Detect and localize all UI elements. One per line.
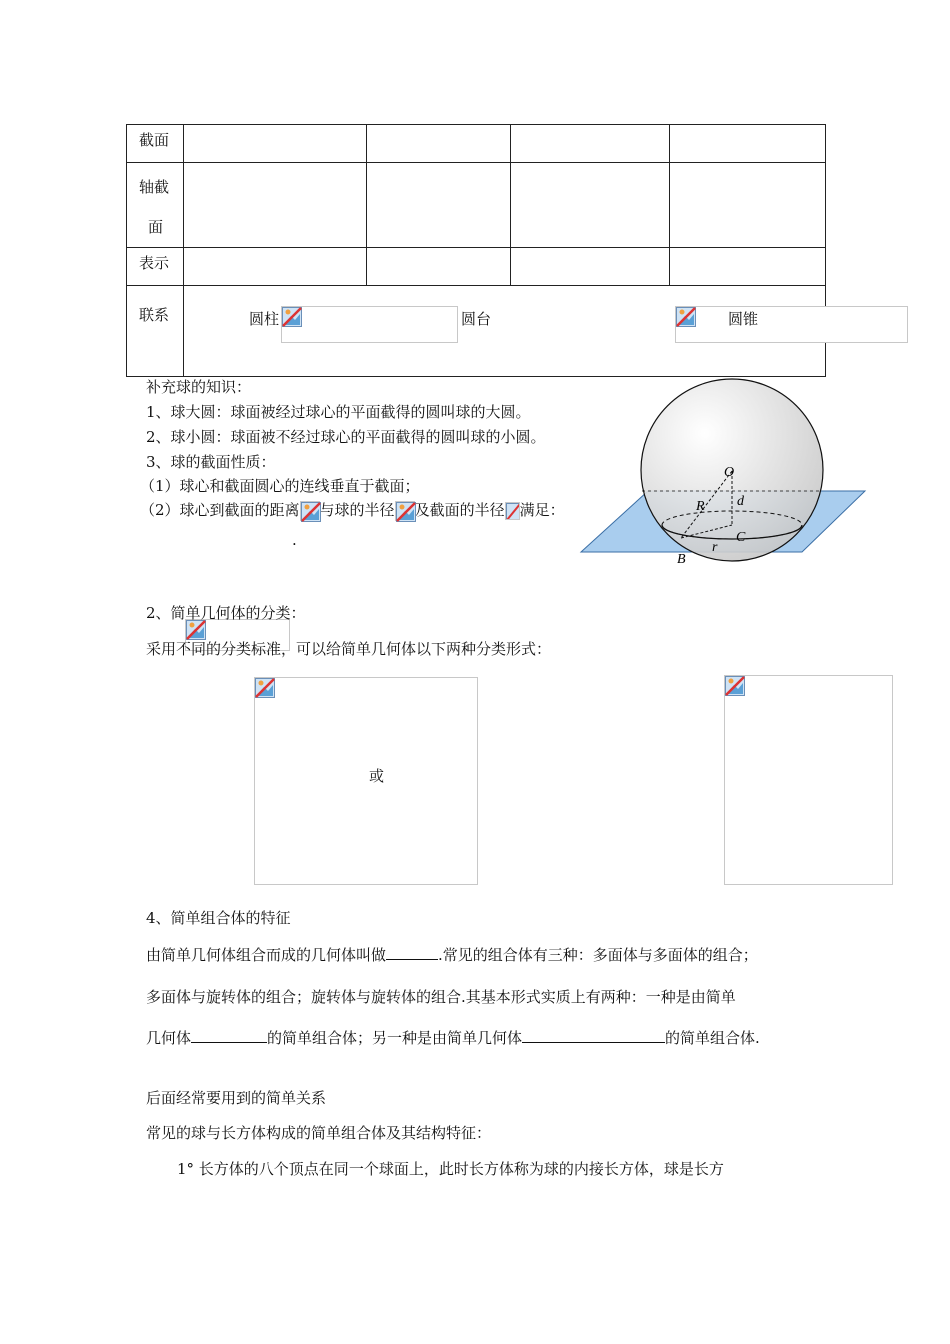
combo-line-1 (146, 944, 758, 965)
table-cell (184, 163, 367, 248)
sphere-property-1: （1）球心和截面圆心的连线垂直于截面； (140, 477, 420, 495)
combo-text: .常见的组合体有三种：多面体与多面体的组合； (438, 946, 758, 964)
sphere-item-great-circle: 1、球大圆：球面被经过球心的平面截得的圆叫球的大圆。 (146, 403, 531, 421)
combo-text: 几何体 (146, 1029, 192, 1047)
table-cell (367, 163, 511, 248)
label-O: O (724, 465, 735, 480)
classify-desc: 采用不同的分类标准，可以给简单几何体以下两种分类形式： (146, 640, 552, 658)
fill-blank (191, 1041, 267, 1043)
row-label-text: 面 (148, 218, 164, 236)
later-heading: 后面经常要用到的简单关系 (146, 1089, 327, 1107)
row-label-text: 截面 (139, 131, 170, 149)
table-cell (511, 248, 670, 286)
prop2-text: （2）球心到截面的距离 (140, 501, 300, 519)
row-label-text: 联系 (139, 306, 170, 324)
table-cell (367, 248, 511, 286)
combo-text: 由简单几何体组合而成的几何体叫做 (146, 946, 387, 964)
sphere-item-section-property: 3、球的截面性质： (146, 453, 276, 471)
label-r: r (712, 540, 718, 555)
classify-heading: 2、简单几何体的分类： (146, 604, 306, 622)
image-placeholder (675, 306, 908, 343)
broken-image-icon (282, 307, 302, 327)
table-cell (511, 125, 670, 163)
broken-image-icon (506, 503, 520, 520)
label-R: R (696, 499, 705, 514)
broken-image-icon (676, 307, 696, 327)
row-label-relation (127, 286, 184, 377)
table-cell (367, 125, 511, 163)
or-text: 或 (369, 767, 385, 785)
comparison-table (126, 124, 826, 377)
table-cell (670, 163, 826, 248)
label-d: d (737, 494, 744, 509)
period: . (292, 531, 297, 549)
later-subheading: 常见的球与长方体构成的简单组合体及其结构特征： (146, 1124, 492, 1142)
prop2-text: 与球的半径 (319, 501, 395, 519)
broken-image-icon (396, 502, 416, 522)
image-placeholder (300, 501, 320, 521)
combo-line-2: 多面体与旋转体的组合；旋转体与旋转体的组合.其基本形式实质上有两种：一种是由简单 (146, 988, 736, 1006)
classification-diagram-1 (254, 677, 478, 885)
relation-cell (184, 286, 826, 377)
combo-text: 的简单组合体. (665, 1029, 760, 1047)
table-cell (511, 163, 670, 248)
sphere-property-2 (140, 499, 565, 521)
broken-image-icon (725, 676, 745, 696)
row-label-text: 表示 (139, 254, 170, 272)
classification-diagram-2 (724, 675, 893, 885)
relation-cone: 圆锥 (728, 310, 759, 328)
combo-line-3 (146, 1027, 760, 1048)
combo-heading: 4、简单组合体的特征 (146, 909, 291, 927)
fill-blank (386, 958, 438, 960)
row-label-section (127, 125, 184, 163)
label-C: C (736, 530, 746, 545)
table-cell (670, 125, 826, 163)
relation-frustum: 圆台 (461, 310, 492, 328)
broken-image-icon (255, 678, 275, 698)
prop2-text: 及截面的半径 (414, 501, 505, 519)
image-placeholder (281, 306, 458, 343)
broken-image-icon (186, 620, 206, 640)
sphere-heading: 补充球的知识： (146, 378, 252, 396)
sphere-section-figure (578, 378, 868, 570)
row-label-text: 轴截 (139, 178, 170, 196)
fill-blank (522, 1041, 665, 1043)
sphere-item-small-circle: 2、球小圆：球面被不经过球心的平面截得的圆叫球的小圆。 (146, 428, 546, 446)
label-B: B (677, 552, 686, 567)
prop2-text: 满足： (519, 501, 565, 519)
table-cell (670, 248, 826, 286)
relation-cylinder: 圆柱 (249, 310, 280, 328)
image-placeholder (395, 501, 415, 521)
image-placeholder (505, 502, 520, 520)
broken-image-icon (301, 502, 321, 522)
row-label-represent (127, 248, 184, 286)
table-cell (184, 125, 367, 163)
table-cell (184, 248, 367, 286)
later-item-1: 1° 长方体的八个顶点在同一个球面上，此时长方体称为球的内接长方体，球是长方 (177, 1160, 724, 1178)
combo-text: 的简单组合体；另一种是由简单几何体 (267, 1029, 523, 1047)
row-label-axial (127, 163, 184, 248)
